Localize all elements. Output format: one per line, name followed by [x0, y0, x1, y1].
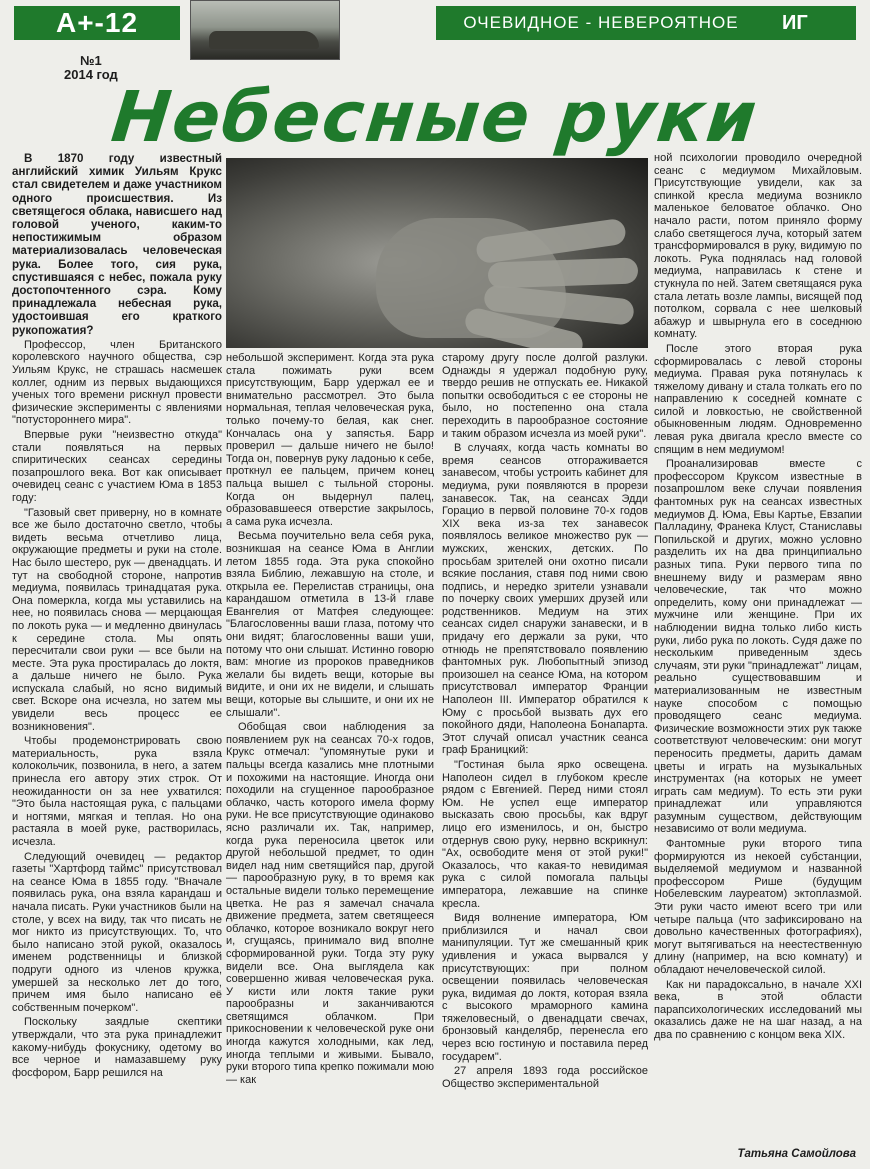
paragraph: ной психологии проводило очередной сеанс с медиумом Михайловым. Присутствующие увидели, как за спинкой кресла медиума возникло маленькое беловатое облачко. Оно начало расти, потом приняло форму слабо светящегося луча, который затем трансформировался в руку, видимую по локоть. Рука поднялась над головой медиума, направилась к стене и стукнула по ней. Затем светящаяся рука стала летать возле лампы, висящей под потолком, сорвала с нее шелковый абажур и швырнула его в соседнюю комнату.	[654, 152, 862, 341]
paragraph: небольшой эксперимент. Когда эта рука стала пожимать руки всем присутствующим, Барр удержал ее и внимательно рассмотрел. Это была нормальная, теплая человеческая рука, только почему-то белая, как снег. Кончалась она у запястья. Барр проверил — дальше ничего не было! Тогда он, повернув руку ладонью к себе, проткнул ее пальцем, причем конец пальца вышел с тыльной стороны. Когда он выдернул палец, образовавшееся отверстие закрылось, а сама рука исчезла.	[226, 352, 434, 528]
article-column-2	[226, 352, 434, 1162]
paragraph: Профессор, член Британского королевского научного общества, сэр Уильям Крукс, не страшась насмешек коллег, одним из первых выдающихся ученых того времени рискнул провести физические эксперименты с явлениями "потустороннего мира".	[12, 338, 222, 427]
masthead-photo	[190, 0, 340, 60]
issue-badge: А+-12	[14, 6, 180, 40]
paragraph: Чтобы продемонстрировать свою материальность, рука взяла колокольчик, позвонила, в него, а затем принесла его автору этих строк. От неожиданности он за нее ухватился: "Это была настоящая рука, с пальцами и ногтями, мягкая и теплая. Но она растаяла в моей руке, растворилась, исчезла.	[12, 735, 222, 848]
paragraph: "Гостиная была ярко освещена. Наполеон сидел в глубоком кресле рядом с Евгенией. Перед ними стоял Юм. Не успел еще император высказать свою просьбы, как вдруг лицо его изменилось, и он, быстро отдернув свою руку, нервно вскрикнул: "Ах, освободите меня от этой руки!" Оказалось, что какая-то невидимая рука с силой помогала пальцы императора, лежавшие на спинке кресла.	[442, 759, 648, 910]
paragraph: Обобщая свои наблюдения за появлением рук на сеансах 70-х годов, Крукс отмечал: "упомянутые руки и пальцы всегда казались мне плотными и похожими на настоящие. Иногда они походили на сгущенное парообразное облачко, часть которого имела форму руки. Не все присутствующие одинаково ясно различали их. Так, например, когда рука переносила цветок или другой небольшой предмет, то один видел над ним светящийся пар, другой — парообразную руку, в то время как остальные видели только перемещение цветка. Не раз я замечал сначала движение предмета, затем светящееся облачко, которое возникало вокруг него и, сгущаясь, принимало вид вполне сформированной руки. Тогда эту руку видели все. Она выглядела как совершенно живая человеческая рука. У кисти или локтя такие руки парообразны и заканчиваются светящимся облачком. При прикосновении к человеческой руке они иногда кажутся холодными, как лед, иногда теплыми и живыми. Бывало, руки второго типа крепко пожимали мою — как	[226, 721, 434, 1086]
article-column-1	[12, 152, 222, 1162]
paragraph: Проанализировав вместе с профессором Круксом известные в позапрошлом веке случаи появления фантомных рук на сеансах известных медиумов Д. Юма, Евы Картье, Евзапии Палладину, Франека Клуст, Станиславы Попильской и других, можно условно разделить их на два принципиально разных типа. Руки первого типа по внешнему виду и размерам явно человеческие, так что можно определить, кому они принадлежат — мужчине или женщине. При их наблюдении видна только либо кисть руки, либо рука по локоть. Судя даже по нескольким приведенным здесь случаям, эти руки "принадлежат" лицам, реально существовавшим и материализованным не известным науке способом с помощью проводящего сеанс медиума. Физические возможности этих рук также соответствуют человеческим: они могут переносить предметы, дарить дамам цветы и играть на музыкальных инструментах (на которых не умеет играть сам медиум). То есть эти руки принадлежат или управляются разумным существом, действующим независимо от воли медиума.	[654, 458, 862, 836]
paragraph: Впервые руки "неизвестно откуда" стали появляться на первых спиритических сеансах середины позапрошлого века. Вот как описывает очевидец сеанс с участием Юма в 1853 году:	[12, 429, 222, 504]
article-title: Небесные руки	[107, 76, 763, 158]
author-signature: Татьяна Самойлова	[737, 1148, 856, 1160]
article-column-4	[654, 152, 862, 1148]
article-photo-hand	[226, 158, 648, 348]
paragraph: Видя волнение императора, Юм приблизился и начал свои манипуляции. Тут же смешанный крик удивления и ужаса вырвался у присутствующих: при полном освещении появилась человеческая рука, видимая до локтя, которая взяла с высокого мраморного камина тяжеловесный, о двенадцати свечах, бронзовый канделябр, перенесла его через всю гостиную и поставила перед государем".	[442, 912, 648, 1063]
section-bar	[436, 6, 856, 40]
paragraph: Поскольку заядлые скептики утверждали, что эта рука принадлежит какому-нибудь фокуснику, одетому во все черное и намазавшему руку фосфором, Барр решился на	[12, 1016, 222, 1079]
article-lead: В 1870 году известный английский химик Уильям Крукс стал свидетелем и даже участником одного происшествия. Из светящегося облака, нависшего над головой ученого, каким-то непостижимым образом материализовалась человеческая рука. Более того, сия рука, спустившаяся с небес, пожала руку достопочтенного сэра. Кому принадлежала небесная рука, удостоившая его краткого рукопожатия?	[12, 152, 222, 337]
paragraph: После этого вторая рука сформировалась с левой стороны медиума. Правая рука потянулась к тяжелому дивану и стала толкать его по направлению к соседней комнате с силой и ловкостью, не свойственной обыкновенным людям. Одновременно левая рука двигала кресло вместе со спящим в нем медиумом!	[654, 342, 862, 456]
paragraph: 27 апреля 1893 года российское Общество экспериментальной	[442, 1065, 648, 1090]
paragraph: Следующий очевидец — редактор газеты "Хартфорд таймс" присутствовал на сеансе Юма в 1855 году. "Вначале появилась рука, она взяла карандаш и начала писать. Руки участников были на столе, у всех на виду, так что писать не мог никто из присутствующих. То, что было написано этой рукой, оказалось именем родственницы и близкой подруги одного из членов кружка, умершей за несколько лет до того, причем имя было написано её собственным почерком".	[12, 850, 222, 1014]
section-title: ОЧЕВИДНОЕ - НЕВЕРОЯТНОЕ	[463, 13, 739, 32]
article-column-3	[442, 352, 648, 1162]
paragraph: старому другу после долгой разлуки. Однажды я удержал подобную руку, твердо решив не отпускать ее. Никакой попытки освободиться с ее стороны не было, но постепенно она стала переходить в парообразное состояние и таким образом исчезла из моей руки".	[442, 352, 648, 440]
paragraph: "Газовый свет приверну, но в комнате все же было достаточно светло, чтобы видеть весьма отчетливо лица, окружающие предметы и руки на столе. Нас было шестеро, рук — двенадцать. И тут на свободной стороне, напротив медиума, появилась тринадцатая рука. Она померкла, когда мы уставились на нее, но появилась снова — мерцающая по локоть рука — и медленно двинулась к середине стола. Мы опять пересчитали свои руки — все были на месте. Эта рука простиралась до локтя, а дальше ничего не было. Рука испускала слабый, но ясно видимый свет. Вскоре она исчезла, но затем мы увидели весь процесс ее возникновения".	[12, 506, 222, 733]
masthead	[0, 0, 870, 46]
paragraph: Весьма поучительно вела себя рука, возникшая на сеансе Юма в Англии летом 1855 года. Эта рука спокойно взяла Библию, лежавшую на столе, и открыла ее. Перелистав страницы, она карандашом отметила в 13-й главе Евангелия от Матфея следующее: "Благословенны ваши глаза, потому что они видят; благословенны ваши уши, потому что они слышат. Истинно говорю вам: многие из пророков праведников желали бы видеть вещи, которые вы видите, и они их не видели, и слышать вещи, которые вы слышите, и они их не слышали".	[226, 530, 434, 719]
photo-car-shape	[209, 31, 319, 49]
photo-finger-shape	[488, 257, 639, 288]
issue-number-block	[64, 54, 118, 82]
paragraph: Фантомные руки второго типа формируются из некоей субстанции, выделяемой медиумом и названной профессором Рише (будущим Нобелевским лауреатом) эктоплазмой. Эти руки часто имеют всего три или четыре пальца (что зафиксировано на довольно качественных фотографиях), могут вытягиваться на неестественную длину (например, на всю комнату) и обладают нечеловеческой силой.	[654, 838, 862, 976]
issue-year: 2014 год	[64, 67, 118, 82]
issue-number: №1	[80, 53, 102, 68]
section-tag: ИГ	[782, 12, 808, 34]
paragraph: В случаях, когда часть комнаты во время сеансов отгораживается занавесом, чтобы устроить кабинет для медиума, руки появляются в прорези занавесок. Так, на сеансах Эдди Горацио в первой половине 70-х годов XIX века из-за тех занавесок появлялось великое множество рук — мужских, женских, детских. По просьбам зрителей они охотно писали всякие послания, ставя под ними свою подпись, и нередко зрители узнавали по почерку своих умерших друзей или родственников. Медиум на этих сеансах сидел снаружи занавески, и в придачу его держали за руки, что отнюдь не препятствовало появлению фантомных рук. Любопытный эпизод произошел на сеансе Юма, на котором присутствовал император Франции Наполеон III. Император обратился к Юму с просьбой вызвать дух его покойного дяди, Наполеона Бонапарта. Этот случай описал участник сеанса граф Браницкий:	[442, 442, 648, 757]
paragraph: Как ни парадоксально, в начале XXI века, в этой области парапсихологических исследований мы оказались даже не на шаг назад, а на два по сравнению с концом века XIX.	[654, 978, 862, 1041]
